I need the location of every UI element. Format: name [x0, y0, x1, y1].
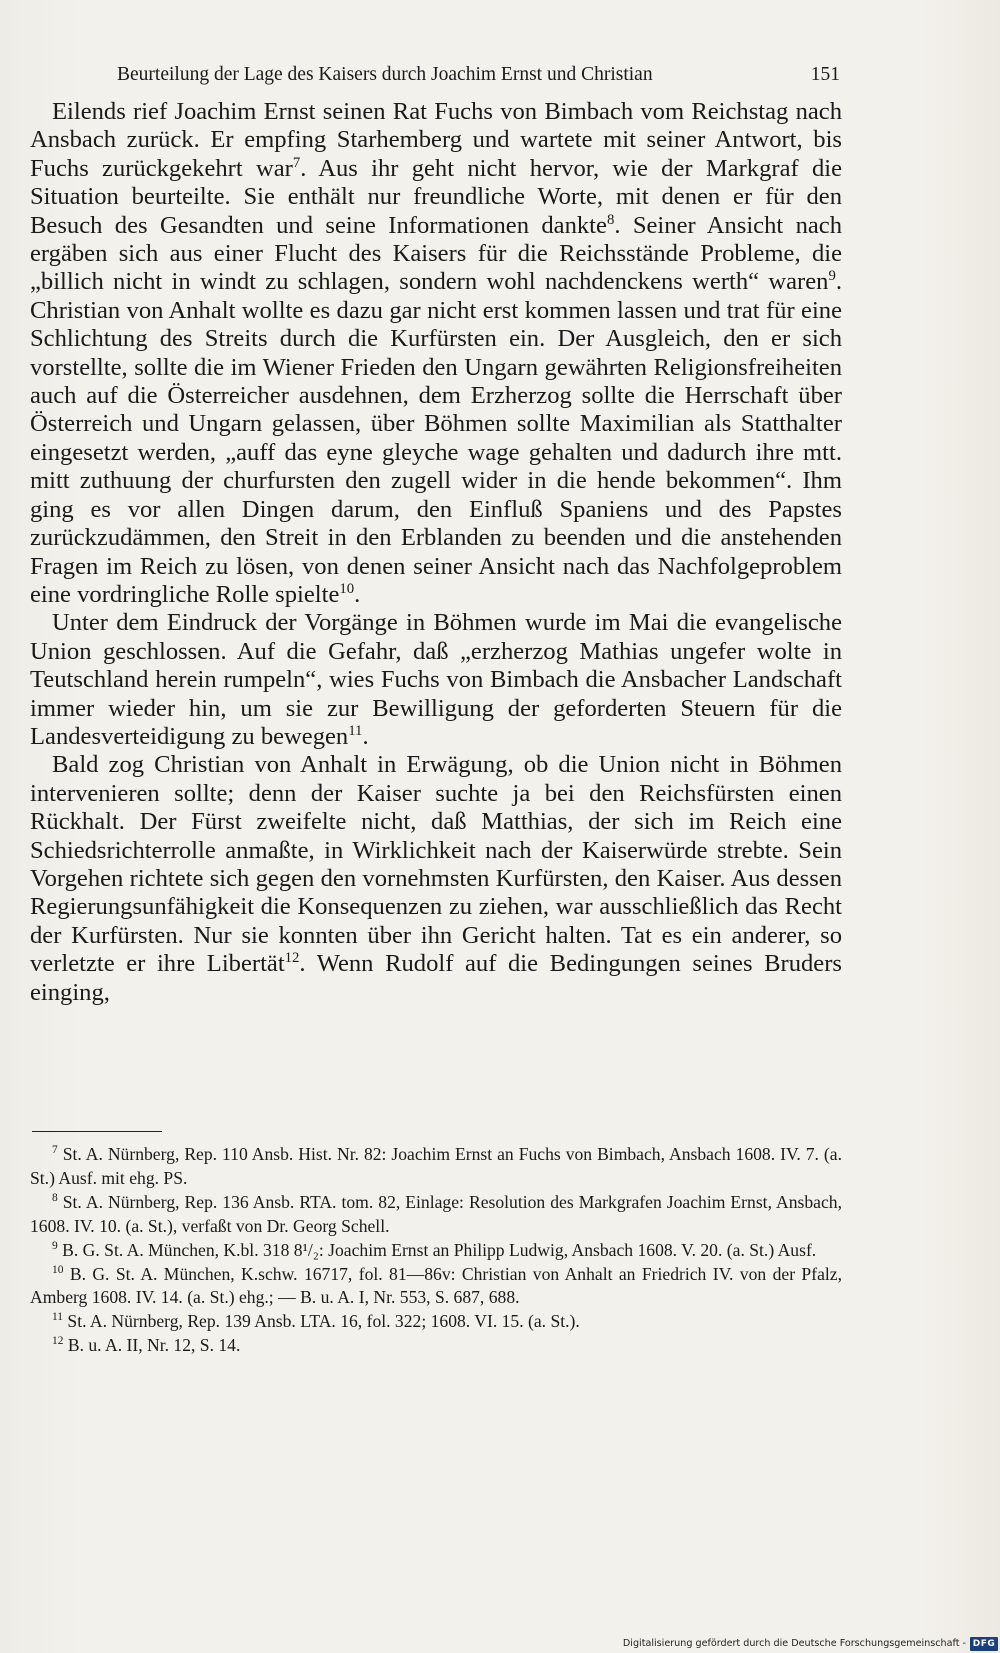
paragraph-text: . Aus ihr geht nicht hervor, wie der Markgraf die Situation beurteilte. Sie enthält nur freundliche Worte, mit denen er für den Besuch des Gesandten und seine Informationen dankte	[30, 154, 842, 239]
paragraph-text: . Christian von Anhalt wollte es dazu gar nicht erst kommen lassen und trat für eine Schlichtung des Streits durch die Kurfürsten ein. Der Ausgleich, den er sich vorstellte, sollte die im Wiener Frieden den Ungarn gewährten Religionsfreiheiten auch auf die Österreicher ausdehnen, dem Erzherzog sollte die Herrschaft über Österreich und Ungarn gelassen, über Böhmen sollte Maximilian als Statthalter eingesetzt werden, „auff das eyne gleyche wage gehalten und dadurch ihre mtt. mitt zuthuung der churfursten den zugell wider in die hende bekommen“. Ihm ging es vor allen Dingen darum, den Einfluß Spaniens und des Papstes zurückzudämmen, den Streit in den Erblanden zu beenden und die anstehenden Fragen im Reich zu lösen, von denen seiner Ansicht nach das Nachfolgeproblem eine vordringliche Rolle spielte	[30, 268, 842, 608]
paragraph	[30, 98, 842, 609]
footnote-number: 8	[52, 1191, 58, 1204]
footnote-number: 9	[52, 1239, 58, 1252]
footnote	[30, 1239, 842, 1263]
footnote-text: St. A. Nürnberg, Rep. 110 Ansb. Hist. Nr. 82: Joachim Ernst an Fuchs von Bimbach, Ansbach 1608. IV. 7. (a. St.) Ausf. mit ehg. PS.	[30, 1144, 842, 1188]
footnote-marker: 12	[284, 950, 300, 967]
footnote-marker: 9	[828, 268, 836, 285]
paragraph	[30, 609, 842, 751]
footnote	[30, 1263, 842, 1311]
page-number: 151	[810, 64, 840, 85]
footnote-text: B. G. St. A. München, K.bl. 318 8¹/₂: Joachim Ernst an Philipp Ludwig, Ansbach 1608. V. 20. (a. St.) Ausf.	[62, 1239, 817, 1260]
footnote-text: B. G. St. A. München, K.schw. 16717, fol. 81—86v: Christian von Anhalt an Friedrich IV. von der Pfalz, Amberg 1608. IV. 14. (a. St.) ehg.; — B. u. A. I, Nr. 553, S. 687, 688.	[30, 1263, 842, 1308]
footnote-text: B. u. A. II, Nr. 12, S. 14.	[67, 1335, 241, 1356]
running-head	[117, 64, 840, 86]
running-head-title: Beurteilung der Lage des Kaisers durch Joachim Ernst und Christian	[117, 64, 653, 85]
footnote	[30, 1334, 842, 1358]
credit-text: Digitalisierung gefördert durch die Deutsche Forschungsgemeinschaft -	[622, 1638, 966, 1649]
paragraph-text: .	[354, 580, 361, 608]
footnote	[30, 1310, 842, 1334]
footnote-marker: 11	[348, 723, 363, 740]
footnote-marker: 7	[292, 154, 301, 171]
footnote-number: 10	[52, 1263, 64, 1276]
footnote-divider	[32, 1131, 162, 1132]
footnote	[30, 1191, 842, 1239]
footnotes	[30, 1143, 842, 1358]
footnote-marker: 10	[339, 581, 355, 598]
digitization-credit	[623, 1634, 1000, 1653]
paragraph-text: Bald zog Christian von Anhalt in Erwägung, ob die Union nicht in Böhmen intervenieren sollte; denn der Kaiser suchte ja bei den Reichsfürsten einen Rückhalt. Der Fürst zweifelte nicht, daß Matthias, der sich im Reich eine Schiedsrichterrolle anmaßte, in Wirklichkeit nach der Kaiserwürde strebte. Sein Vorgehen richtete sich gegen den vornehmsten Kurfürsten, den Kaiser. Aus dessen Regierungsunfähigkeit die Konsequenzen zu ziehen, war ausschließlich das Recht der Kurfürsten. Nur sie konnten über ihn Gericht halten. Tat es ein anderer, so verletzte er ihre Libertät	[30, 751, 842, 978]
footnote-number: 7	[52, 1144, 58, 1157]
paragraph-text: .	[362, 722, 369, 750]
paragraph-text: Unter dem Eindruck der Vorgänge in Böhmen wurde im Mai die evangelische Union geschlossen. Auf die Gefahr, daß „erzherzog Mathias ungefer wolte in Teutschland herein rumpeln“, wies Fuchs von Bimbach die Ansbacher Landschaft immer wieder hin, um sie zur Bewilligung der geforderten Steuern für die Landesverteidigung zu bewegen	[30, 609, 842, 750]
footnote-number: 12	[52, 1335, 64, 1348]
footnote	[30, 1143, 842, 1191]
paragraph	[30, 751, 842, 1007]
footnote-text: St. A. Nürnberg, Rep. 136 Ansb. RTA. tom. 82, Einlage: Resolution des Markgrafen Joachim Ernst, Ansbach, 1608. IV. 10. (a. St.), verfaßt von Dr. Georg Schell.	[30, 1191, 842, 1236]
dfg-logo-icon: DFG	[970, 1637, 998, 1651]
paragraph-text: . Wenn Rudolf auf die Bedingungen seines Bruders einging,	[30, 950, 842, 1006]
body-text	[30, 98, 842, 1007]
footnote-number: 11	[52, 1311, 64, 1324]
footnote-marker: 8	[606, 211, 615, 228]
footnote-text: St. A. Nürnberg, Rep. 139 Ansb. LTA. 16, fol. 322; 1608. VI. 15. (a. St.).	[67, 1311, 580, 1332]
paragraph-text: . Seiner Ansicht nach ergäben sich aus einer Flucht des Kaisers für die Reichsstände Probleme, die „billich nicht in windt zu schlagen, sondern wohl nachdenckens werth“ waren	[30, 211, 843, 296]
paragraph-text: Eilends rief Joachim Ernst seinen Rat Fuchs von Bimbach vom Reichstag nach Ansbach zurück. Er empfing Starhemberg und wartete mit seiner Antwort, bis Fuchs zurückgekehrt war	[30, 98, 842, 182]
